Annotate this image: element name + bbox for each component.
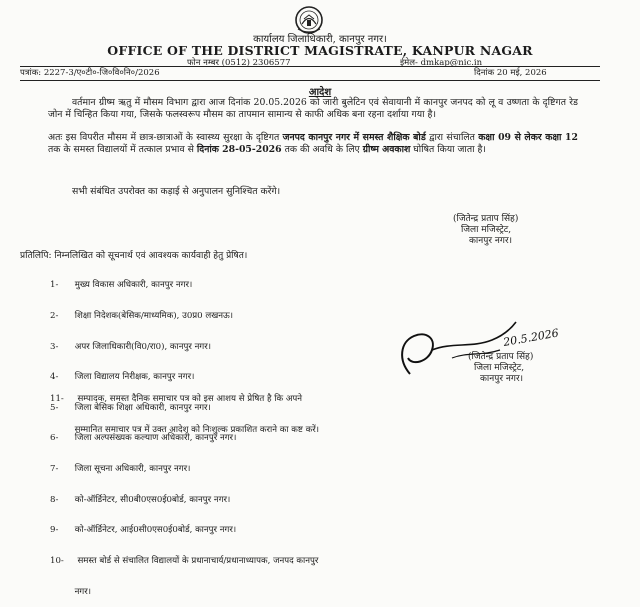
list-item: 6- जिला अल्पसंख्यक कल्याण अधिकारी, कानपुर नगर। [50,433,237,444]
reference-number: पत्रांक: 2227-3/ए०टी०-जि०वि०नि०/2026 [20,68,160,78]
list-item: 9- को-ऑर्डिनेटर, आई0सी0एस0ई0बोर्ड, कानपुर नगर। [50,525,237,536]
class-range-emphasis: कक्षा 09 से लेकर कक्षा 12 [478,132,578,143]
copy-to-label: प्रतिलिपि: निम्नलिखित को सूचनार्थ एवं आवश्यक कार्यवाही हेतु प्रेषित। [20,251,248,261]
copy-to-list-continued [50,374,319,445]
order-paragraph-2: अतः इस विपरीत मौसम में छात्र-छात्राओं के स्वास्थ्य सुरक्षा के दृष्टिगत जनपद कानपुर नगर में समस्त शैक्षिक बोर्ड द्वारा संचालित कक्षा 09 से लेकर कक्षा 12 तक के समस्त विद्यालयों में तत्काल प्रभाव से दिनांक 28-05-2026 तक की अवधि के लिए ग्रीष्म अवकाश घोषित किया जाता है। [48,132,578,155]
signatory-place: कानपुर नगर। [469,236,513,246]
list-item: 2- शिक्षा निदेशक(बेसिक/माध्यमिक), उ0प्र0 लखनऊ। [50,311,234,322]
header-divider-bottom [20,80,600,81]
list-item: 8- को-ऑर्डिनेटर, सी0बी0एस0ई0बोर्ड, कानपुर नगर। [50,494,231,505]
signature-date: 20.5.2026 [502,326,560,349]
signatory-name: (जितेन्द्र प्रताप सिंह) [468,352,534,362]
holiday-end-date-emphasis: दिनांक 28-05-2026 [196,143,282,155]
phone-number: फोन नम्बर (0512) 2306577 [187,58,291,68]
list-item: नगर। [50,586,91,597]
order-heading: आदेश [308,87,332,98]
signatory-designation: जिला मजिस्ट्रेट, [461,225,512,235]
office-title-english: OFFICE OF THE DISTRICT MAGISTRATE, KANPUR NAGAR [107,43,533,58]
order-paragraph-1: वर्तमान ग्रीष्म ऋतु में मौसम विभाग द्वारा आज दिनांक 20.05.2026 को जारी बुलेटिन एवं सेवायानी में कानपुर जनपद को लू व उष्णता के दृष्टिगत रेड जोन में चिन्हित किया गया, जिसके फलस्वरूप मौसम का तापमान सामान्य से काफी अधिक बना रहना दर्शाया गया है। [48,97,578,120]
list-item: 3- अपर जिलाधिकारी(वि0/रा0), कानपुर नगर। [50,341,212,352]
summer-vacation-emphasis: ग्रीष्म अवकाश [362,143,411,155]
list-item: सम्मानित समाचार पत्र में उक्त आदेश को निःशुल्क प्रकाशित कराने का कष्ट करें। [50,425,320,436]
list-item: 4- जिला विद्यालय निरीक्षक, कानपुर नगर। [50,372,195,383]
list-item: 7- जिला सूचना अधिकारी, कानपुर नगर। [50,464,191,475]
letter-date: दिनांक 20 मई, 2026 [474,68,547,78]
email-address: ईमेल- dmkap@nic.in [400,58,483,68]
list-item: 11- सम्पादक, समस्त दैनिक समाचार पत्र को इस आशय से प्रेषित है कि अपने [50,394,303,405]
signature-block-1 [453,214,518,247]
signatory-designation: जिला मजिस्ट्रेट, [474,363,525,373]
signatory-name: (जितेन्द्र प्रताप सिंह) [453,214,519,224]
order-paragraph-3: सभी संबंधित उपरोक्त का कड़ाई से अनुपालन सुनिश्चित करेंगे। [72,186,281,197]
list-item: 5- जिला बेसिक शिक्षा अधिकारी, कानपुर नगर। [50,402,211,413]
signatory-place: कानपुर नगर। [480,374,524,384]
district-board-emphasis: जनपद कानपुर नगर में समस्त शैक्षिक बोर्ड [282,132,426,143]
list-item: 10- समस्त बोर्ड से संचालित विद्यालयों के प्रधानाचार्य/प्रधानाध्यापक, जनपद कानपुर [50,555,319,566]
office-title-hindi: कार्यालय जिलाधिकारी, कानपुर नगर। [253,34,387,45]
signature-block-2 [468,352,533,385]
list-item: 1- मुख्य विकास अधिकारी, कानपुर नगर। [50,280,193,291]
